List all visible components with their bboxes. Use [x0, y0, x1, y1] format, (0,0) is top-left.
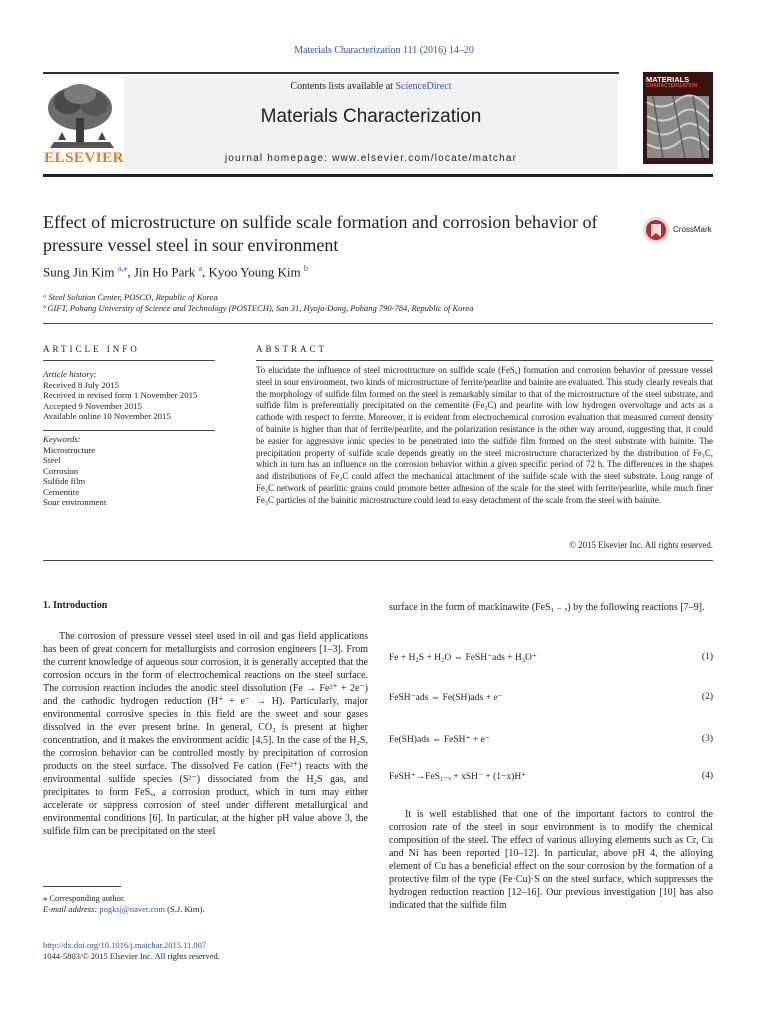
author-name: Kyoo Young Kim — [208, 264, 301, 280]
header-bottom-rule — [43, 174, 713, 177]
header-rule — [43, 72, 619, 74]
equation-expr: Fe(SH)ads ⇔ FeSH⁺ + e⁻ — [389, 735, 490, 745]
elsevier-wordmark: ELSEVIER — [44, 150, 124, 166]
abstract-copyright: © 2015 Elsevier Inc. All rights reserved. — [569, 540, 713, 550]
email-link[interactable]: pogksj@naver.com — [99, 904, 166, 914]
crossmark-icon — [642, 216, 670, 244]
crossmark-label: CrossMark — [673, 225, 712, 234]
keywords-list: Keywords: Microstructure Steel Corrosion Sulfide film Cementite Sour environment — [43, 434, 223, 508]
contents-line: Contents lists available at ScienceDirect — [290, 81, 452, 92]
author-name: Jin Ho Park — [133, 264, 196, 280]
keyword: Steel — [43, 455, 61, 465]
equation-2 — [389, 692, 713, 703]
article-info-heading: ARTICLE INFO — [43, 344, 140, 354]
keyword: Microstructure — [43, 444, 96, 455]
equation-expr: Fe + H₂S + H₂O ⇔ FeSH⁻ads + H₃O⁺ — [389, 653, 537, 663]
crossmark-button[interactable] — [642, 216, 722, 244]
equation-number: (2) — [701, 692, 713, 702]
author-affil-marker[interactable]: b — [303, 264, 308, 273]
footnote-rule — [43, 886, 121, 887]
equation-number: (3) — [701, 734, 713, 744]
keywords-rule — [43, 430, 215, 431]
equation-expr: FeSH⁻ads ⇔ Fe(SH)ads + e⁻ — [389, 693, 503, 703]
equation-expr: FeSH⁺→FeS₁₋ₓ + xSH⁻ + (1−x)H⁺ — [389, 772, 527, 782]
keyword: Corrosion — [43, 465, 79, 476]
abstract-text: To elucidate the influence of steel microstructure on sulfide scale (FeSₓ) formation and corrosion behavior of pressure vessel steel in sour environment, two kinds of microstructure of ferrite/pearlite and bainite are evaluated. This study clearly reveals that the morphology of sulfide film formed on the steel is remarkably similar to that of the microstructure of the steel substrate, and sulfide film is preferentially precipitated on the cementite (Fe₃C) and pearlite with low hydrogen overvoltage and acts as a cathode with respect to ferrite. Moreover, it is evident from electrochemical corrosion evaluation that measured current density of bainite is higher than that of ferrite/pearlite, and the polarization resistance is the other way around, suggesting that, it could be easier for aggressive ionic species to be penetrated into the sulfide film formed on the steel substrate with bainite. The precipitation property of sulfide scale depends greatly on the steel microstructure characterized by the distribution of Fe₃C, which in turn has an influence on the corrosion behavior within a given specific period of 72 h. The differences in the shapes and distributions of Fe₃C could affect the mechanical attachment of the sulfide scale with the steel substrate. Long range of Fe₃C network of pearlitic grains could promote better adhesion of the scale for the steel with ferrite/pearlite, while much finer Fe₃C particles of the bainitic microstructure could lead to easy detachment of the scale from the steel with bainite. — [256, 365, 713, 505]
issn-line: 1044-5803/© 2015 Elsevier Inc. All rights reserved. — [43, 951, 220, 961]
intro-continuation: surface in the form of mackinawite (FeS₁ ₋ ₓ) by the following reactions [7–9]. — [389, 602, 705, 613]
keyword: Sulfide film — [43, 476, 86, 486]
equation-1 — [389, 652, 713, 663]
abstract-rule — [256, 360, 713, 361]
author-name: Sung Jin Kim — [43, 264, 115, 280]
doi-link[interactable]: http://dx.doi.org/10.1016/j.matchar.2015.11.007 — [43, 940, 207, 950]
intro-heading: 1. Introduction — [43, 600, 108, 611]
equation-number: (4) — [701, 771, 713, 781]
email-note: E-mail address: pogksj@naver.com (S.J. Kim). — [43, 904, 205, 914]
abstract-bottom-rule — [43, 560, 713, 561]
affiliation-a: ᵃ Steel Solution Center, POSCO, Republic of Korea — [43, 292, 218, 302]
keyword: Cementite — [43, 486, 80, 497]
author-affil-marker[interactable]: a,⁎ — [117, 264, 128, 273]
sciencedirect-link[interactable]: ScienceDirect — [395, 81, 452, 92]
corresponding-author-note: ⁎ Corresponding author. — [43, 893, 126, 903]
cover-title: MATERIALS CHARACTERIZATION — [646, 75, 698, 89]
article-title: Effect of microstructure on sulfide scale formation and corrosion behavior of pressure vessel steel in sour environment — [43, 212, 598, 255]
author-affil-marker[interactable]: a — [198, 264, 203, 273]
equation-4 — [389, 771, 713, 782]
journal-title: Materials Characterization — [260, 106, 482, 127]
keyword: Sour environment — [43, 497, 107, 507]
author-list: Sung Jin Kim $^{a,⁎}$, Jin Ho Park $^a$, Kyoo Young Kim $^b$ — [43, 264, 308, 280]
affiliation-b: ᵇ GIFT, Pohang University of Science and Technology (POSTECH), San 31, Hyoja-Dong, Pohang 790-784, Republic of Korea — [43, 303, 474, 313]
equation-number: (1) — [701, 652, 713, 662]
journal-homepage[interactable]: journal homepage: www.elsevier.com/locate/matchar — [224, 153, 518, 164]
article-history: Article history: Received 8 July 2015 Received in revised form 1 November 2015 Accepted 9 November 2015 Available online 10 November 2015 — [43, 369, 198, 421]
abstract-heading: ABSTRACT — [256, 344, 328, 354]
journal-reference[interactable]: Materials Characterization 111 (2016) 14–20 — [294, 45, 474, 56]
section-rule — [43, 323, 713, 324]
intro-paragraph: The corrosion of pressure vessel steel used in oil and gas field applications has been of great concern for metallurgists and corrosion engineers [1–3]. From the current knowledge of aqueous sour corrosion, it is generally accepted that the corrosion occurs in the form of electrochemical reactions on the steel surface. The corrosion reaction includes the anodic steel dissolution (Fe → Fe²⁺ + 2e⁻) and the cathodic hydrogen reduction (H⁺ + e⁻ → H). Particularly, major environmental corrosive species in this field are the sweet and sour gases dissolved in the ever present brine. In general, CO₂ is present at higher concentration, and it makes the environment acidic [4,5]. In the case of the H₂S, the corrosion behavior can be controlled mostly by precipitation of corrosion products on the steel surface. The dissolved Fe cation (Fe²⁺) reacts with the environmental sulfide species (S²⁻) dissociated from the H₂S gas, and precipitates to form FeSₓ, a corrosion product, which in turn may either accelerate or suppress corrosion of steel under different metallurgical and environmental conditions [6]. In particular, at the higher pH value above 3, the sulfide film can be precipitated on the steel — [43, 631, 368, 837]
equation-3 — [389, 734, 713, 745]
journal-cover-image[interactable] — [643, 72, 713, 164]
article-info-rule — [43, 360, 215, 361]
intro-paragraph-2: It is well established that one of the important factors to control the corrosion rate of the steel in sour environment is to modify the chemical composition of the steel. The effect of various alloying elements such as Cr, Cu and Ni has been reported [10–12]. In particular, above pH 4, the alloying element of Cu has a beneficial effect on the sour corrosion by the formation of a protective film of the type (Fe·Cu)·S on the steel surface, which suppresses the hydrogen reduction reaction [12–16]. Our previous investigation [10] has also indicated that the sulfide film — [389, 809, 713, 911]
